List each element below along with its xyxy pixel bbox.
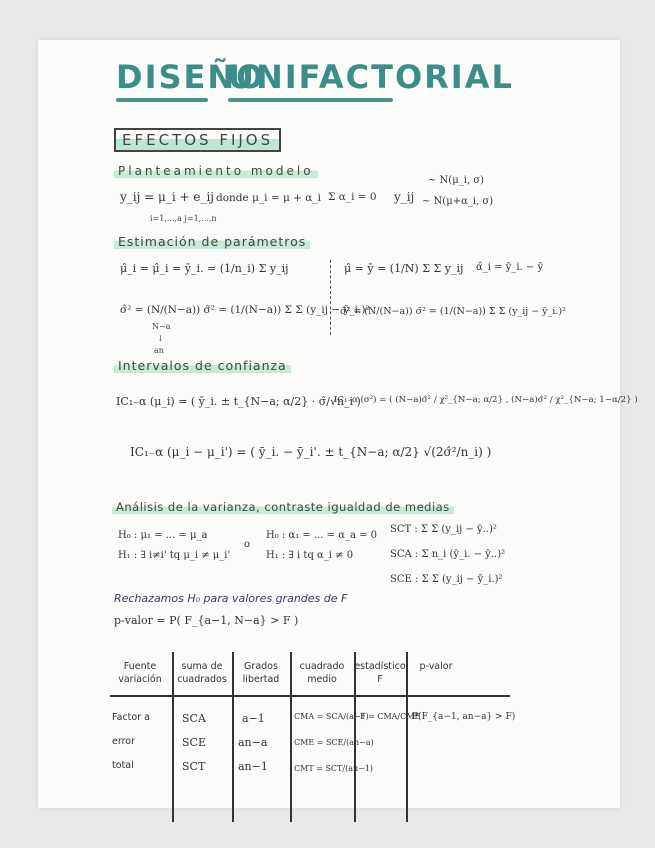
model-sum-constraint: Σ α_i = 0 — [328, 191, 377, 203]
ic-sigma: IC₁₋α (σ²) = ( (N−a)σ̂² / χ²_{N−a; α/2} , (N−a)σ̂² / χ²_{N−a; 1−α/2} ) — [334, 395, 638, 405]
h1-mu: H₁ : ∃ i≠i' tq μ_i ≠ μ_i' — [118, 550, 231, 561]
row-factor-f: F = CMA/CME — [360, 712, 421, 721]
p-value-formula: p-valor = P( F_{a−1, N−a} > F ) — [114, 614, 299, 627]
sce-formula: SCE : Σ Σ (y_ij − ȳ_i.)² — [390, 574, 503, 585]
row-error-fuente: error — [112, 736, 135, 747]
row-factor-grados: a−1 — [242, 712, 265, 725]
anova-table — [110, 652, 578, 822]
heading-analisis: Análisis de la varianza, contraste igualdad de medias — [112, 500, 454, 514]
est-left-mu: μ̂_i = μ̂_i = ȳ_i. = (1/n_i) Σ y_ij — [120, 262, 289, 275]
est-left-note-an: an — [154, 346, 164, 355]
est-right-mu: μ̂ = ȳ = (1/N) Σ Σ y_ij — [344, 262, 464, 275]
title-underline-2 — [228, 98, 393, 102]
h0-mu: H₀ : μ₁ = ... = μ_a — [118, 530, 208, 541]
est-right-alpha: α̂_i = ȳ_i. − ȳ — [476, 262, 544, 273]
model-dist-1: ~ N(μ_i, σ) — [428, 175, 484, 186]
title-word-2: UNIFACTORIAL — [228, 58, 514, 96]
header-pvalor: p-valor — [419, 661, 453, 672]
header-suma: suma de cuadrados — [177, 661, 227, 685]
row-total-cuadrado: CMT = SCT/(an−1) — [294, 764, 374, 773]
row-error-grados: an−a — [238, 736, 268, 749]
model-indices: i=1,...,a j=1,...,n — [150, 214, 217, 223]
row-factor-cuadrado: CMA = SCA/(a−1) — [294, 712, 369, 721]
est-left-note-n: N−a — [152, 322, 171, 331]
table-header-rule — [110, 695, 510, 697]
h1-alpha: H₁ : ∃ i tq α_i ≠ 0 — [266, 550, 354, 561]
header-grados: Grados libertad — [242, 661, 280, 685]
table-col-divider — [406, 652, 408, 822]
sca-formula: SCA : Σ n_i (ȳ_i. − ȳ..)² — [390, 549, 506, 560]
notebook-page — [38, 40, 638, 808]
reject-note: Rechazamos H₀ para valores grandes de F — [114, 592, 348, 605]
model-donde: donde μ_i = μ + α_i — [216, 192, 321, 204]
row-factor-fuente: Factor a — [112, 712, 150, 723]
row-total-grados: an−1 — [238, 760, 268, 773]
ic-mu: IC₁₋α (μ_i) = ( ȳ_i. ± t_{N−a; α/2} · σ̂/√n_i ) — [116, 395, 361, 408]
row-total-fuente: total — [112, 760, 134, 771]
row-factor-suma: SCA — [182, 712, 206, 725]
heading-planteamiento: Planteamiento modelo — [114, 164, 318, 178]
or-word: o — [244, 539, 251, 550]
arrow-down-icon: ↓ — [157, 334, 164, 343]
row-error-cuadrado: CME = SCE/(an−a) — [294, 738, 374, 747]
sct-formula: SCT : Σ Σ (y_ij − ȳ..)² — [390, 524, 497, 535]
title-word-1: DISEÑO — [116, 58, 266, 96]
ic-diff: IC₁₋α (μ_i − μ_i') = ( ȳ_i. − ȳ_i'. ± t_{N−a; α/2} √(2σ̂²/n_i) ) — [130, 445, 492, 459]
title-underline-1 — [116, 98, 208, 102]
model-dist-y: y_ij — [394, 190, 415, 204]
model-dist-2: ~ N(μ+α_i, σ) — [422, 196, 494, 207]
estimation-divider — [330, 260, 331, 335]
heading-estimacion: Estimación de parámetros — [114, 234, 310, 249]
h0-alpha: H₀ : α₁ = ... = α_a = 0 — [266, 530, 378, 541]
row-factor-pvalor: P(F_{a−1, an−a} > F) — [412, 712, 516, 722]
est-left-sigma: σ̂² = (N/(N−a)) σ̃² = (1/(N−a)) Σ Σ (y_ij − ȳ_i.)² — [120, 304, 370, 316]
model-equation: y_ij = μ_i + e_ij — [120, 190, 215, 204]
header-fuente: Fuente variación — [118, 661, 162, 685]
row-total-suma: SCT — [182, 760, 206, 773]
est-right-sigma: σ̂² = (N/(N−a)) σ̃² = (1/(N−a)) Σ Σ (y_ij − ȳ_i.)² — [340, 306, 566, 317]
header-estadistico: estadístico F — [354, 661, 406, 685]
section-title-box: EFECTOS FIJOS — [114, 128, 281, 152]
row-error-suma: SCE — [182, 736, 206, 749]
header-cuadrado: cuadrado medio — [299, 661, 345, 685]
heading-intervalos: Intervalos de confianza — [114, 358, 291, 373]
